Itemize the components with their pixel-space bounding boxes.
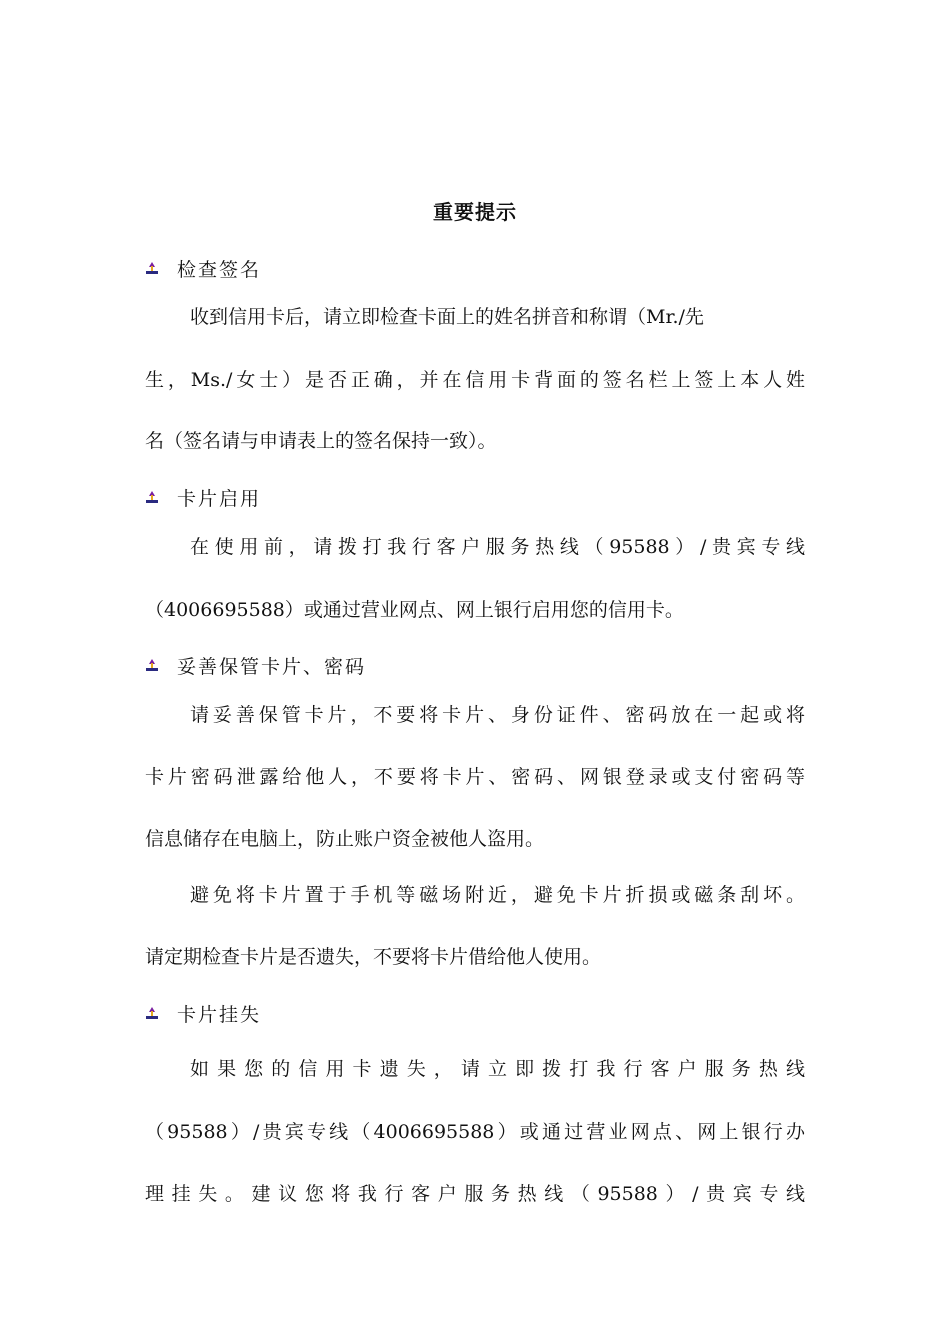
paragraph-line: 请妥善保管卡片，不要将卡片、身份证件、密码放在一起或将 <box>190 704 805 726</box>
paragraph-line: 生，Ms./女士）是否正确，并在信用卡背面的签名栏上签上本人姓 <box>145 369 805 391</box>
bullet-icon <box>145 261 159 275</box>
bullet-icon <box>145 1006 159 1020</box>
paragraph-line: 如果您的信用卡遗失，请立即拨打我行客户服务热线 <box>190 1058 805 1080</box>
section-heading-report-loss <box>145 999 261 1027</box>
paragraph-line: 收到信用卡后，请立即检查卡面上的姓名拼音和称谓（Mr./先 <box>190 306 704 328</box>
section-heading-safekeeping <box>145 651 366 679</box>
section-heading-label: 卡片挂失 <box>177 1003 262 1026</box>
section-heading-card-activation <box>145 483 261 511</box>
section-heading-label: 妥善保管卡片、密码 <box>177 655 367 678</box>
paragraph-line: 请定期检查卡片是否遗失，不要将卡片借给他人使用。 <box>145 946 602 968</box>
section-heading-label: 检查签名 <box>177 258 262 281</box>
section-heading-label: 卡片启用 <box>177 487 262 510</box>
bullet-icon <box>145 658 159 672</box>
paragraph-line: （95588）/贵宾专线（4006695588）或通过营业网点、网上银行办 <box>145 1121 805 1143</box>
paragraph-line: 名（签名请与申请表上的签名保持一致）。 <box>145 430 497 452</box>
paragraph-line: 理挂失。建议您将我行客户服务热线（95588）/贵宾专线 <box>145 1183 805 1205</box>
section-heading-check-signature <box>145 254 261 282</box>
paragraph-line: 在使用前，请拨打我行客户服务热线（95588）/贵宾专线 <box>190 536 805 558</box>
paragraph-line: （4006695588）或通过营业网点、网上银行启用您的信用卡。 <box>145 599 684 621</box>
paragraph-line: 信息储存在电脑上，防止账户资金被他人盗用。 <box>145 828 545 850</box>
paragraph-line: 避免将卡片置于手机等磁场附近，避免卡片折损或磁条刮坏。 <box>190 884 805 906</box>
bullet-icon <box>145 490 159 504</box>
paragraph-line: 卡片密码泄露给他人，不要将卡片、密码、网银登录或支付密码等 <box>145 766 805 788</box>
page-title: 重要提示 <box>433 200 517 224</box>
